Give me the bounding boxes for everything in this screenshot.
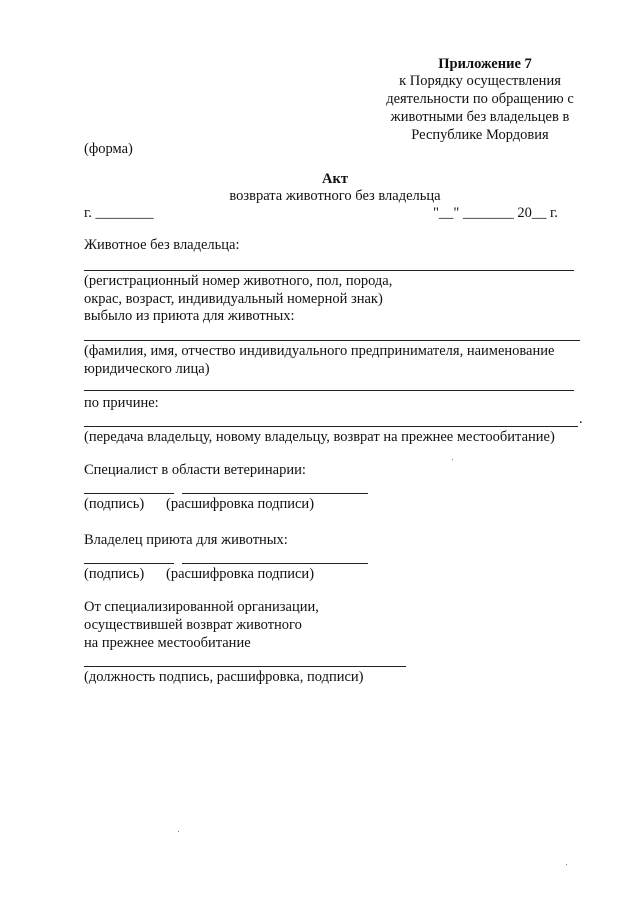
act-title: Акт: [322, 171, 348, 187]
appendix-line: животными без владельцев в: [390, 109, 570, 125]
vet-sign-line: [84, 493, 174, 494]
appendix-line: деятельности по обращению с: [386, 91, 574, 107]
vet-sign-hint: (подпись): [84, 496, 145, 512]
animal-fill-line: [84, 270, 574, 271]
appendix-line: Республике Мордовия: [411, 127, 549, 143]
vet-decode-hint: (расшифровка подписи): [166, 496, 315, 512]
entrepreneur-hint: юридического лица): [84, 361, 210, 377]
org-line: осуществившей возврат животного: [84, 617, 302, 633]
act-subtitle: возврата животного без владельца: [229, 188, 441, 204]
owner-sign-hint: (подпись): [84, 566, 145, 582]
left-shelter-label: выбыло из приюта для животных:: [84, 308, 295, 324]
animal-hint: (регистрационный номер животного, пол, порода,: [84, 273, 393, 289]
animal-label: Животное без владельца:: [84, 237, 240, 253]
appendix-line: к Порядку осуществления: [399, 73, 561, 89]
vet-decode-line: [182, 493, 368, 494]
owner-decode-line: [182, 563, 368, 564]
form-label: (форма): [84, 141, 133, 157]
owner-decode-hint: (расшифровка подписи): [166, 566, 315, 582]
org-fill-line: [84, 666, 406, 667]
entrepreneur-fill-line-2: [84, 390, 574, 391]
date-field: "__" _______ 20__ г.: [433, 205, 558, 221]
org-line: на прежнее местообитание: [84, 635, 251, 651]
appendix-title: Приложение 7: [438, 56, 532, 72]
entrepreneur-hint: (фамилия, имя, отчество индивидуального предпринимателя, наименование: [84, 343, 555, 359]
scan-speck: [566, 864, 567, 865]
reason-end-dot: .: [579, 411, 583, 427]
org-line: От специализированной организации,: [84, 599, 319, 615]
vet-label: Специалист в области ветеринарии:: [84, 462, 306, 478]
scan-speck: [178, 831, 179, 832]
place-field: г. ________: [84, 205, 154, 221]
reason-hint: (передача владельцу, новому владельцу, возврат на прежнее местообитание): [84, 429, 555, 445]
org-hint: (должность подпись, расшифровка, подписи): [84, 669, 364, 685]
owner-sign-line: [84, 563, 174, 564]
reason-label: по причине:: [84, 395, 159, 411]
owner-label: Владелец приюта для животных:: [84, 532, 288, 548]
scan-speck: [452, 459, 453, 460]
entrepreneur-fill-line: [84, 340, 580, 341]
reason-fill-line: [84, 426, 578, 427]
animal-hint: окрас, возраст, индивидуальный номерной знак): [84, 291, 383, 307]
